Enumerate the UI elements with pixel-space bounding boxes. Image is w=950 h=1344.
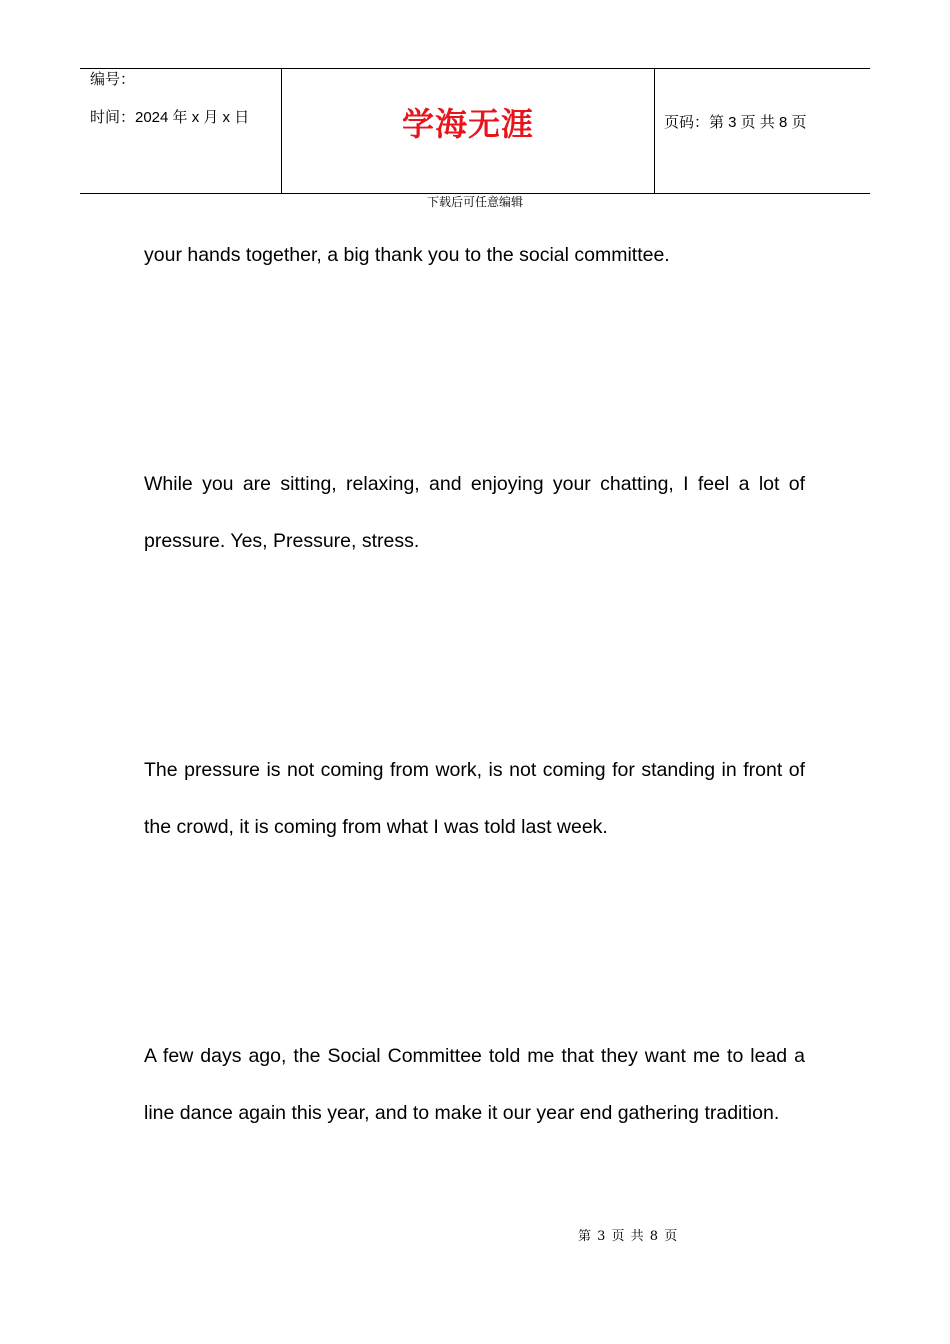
page-number-label: 页码：第 3 页 共 8 页 [664, 114, 807, 131]
body-paragraph: While you are sitting, relaxing, and enjoying your chatting, I feel a lot of pressure. Yes, Pressure, stress. [144, 473, 805, 552]
download-note: 下载后可任意编辑 [426, 195, 523, 209]
brand-title: 学海无涯 [401, 105, 534, 143]
body-paragraph: The pressure is not coming from work, is not coming for standing in front of the crowd, it is coming from what I was told last week. [144, 759, 805, 838]
body-paragraph: A few days ago, the Social Committee told me that they want me to lead a line dance again this year, and to make it our year end gathering tradition. [144, 1045, 805, 1124]
time-label: 时间：2024 年 x 月 x 日 [90, 109, 250, 126]
header-top-rule [80, 68, 870, 69]
page-footer: 第 3 页 共 8 页 [578, 1229, 679, 1244]
serial-number-label: 编号： [90, 71, 136, 88]
body-paragraph: your hands together, a big thank you to the social committee. [144, 244, 670, 266]
header-divider-right [654, 68, 655, 194]
